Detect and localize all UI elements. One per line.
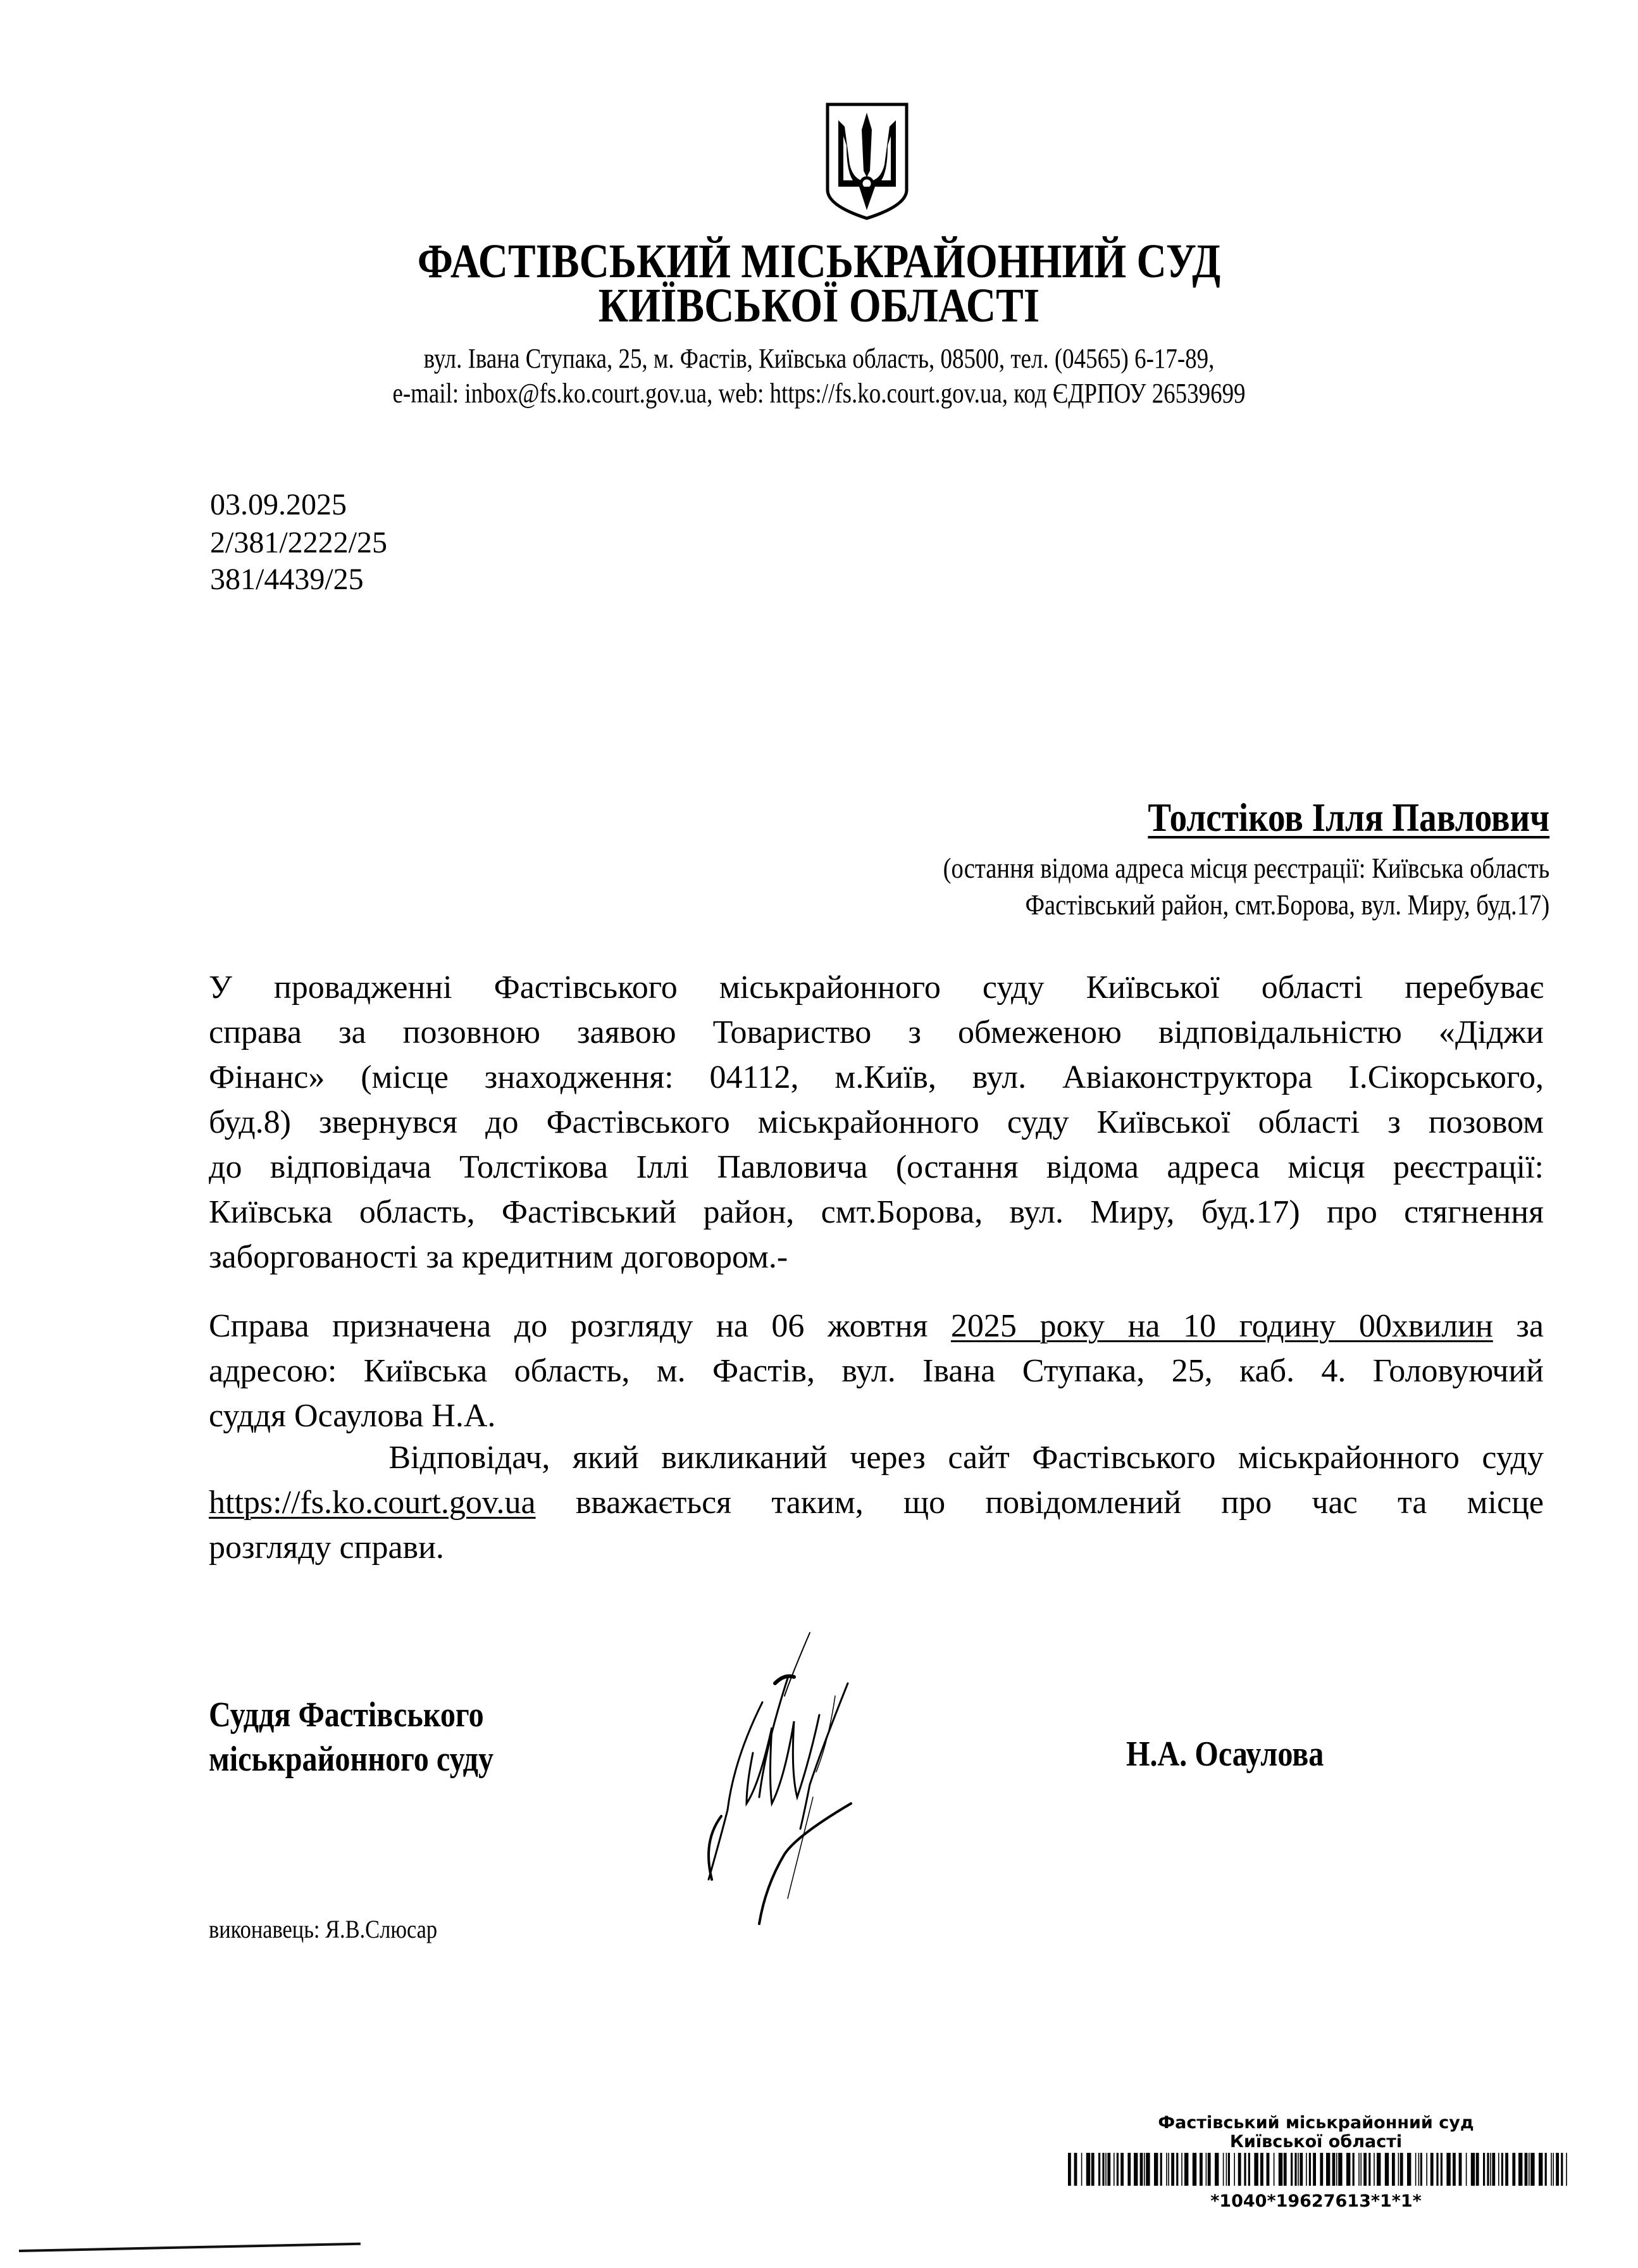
barcode-bar <box>1320 2153 1323 2186</box>
scan-artifact-line <box>19 2243 361 2252</box>
text-line: до відповідача Толстікова Іллі Павловича (остання відома адреса місця реєстрації: <box>209 1149 1544 1185</box>
barcode-bar <box>1441 2153 1443 2186</box>
barcode-bar <box>1418 2153 1420 2186</box>
barcode-bar <box>1294 2153 1296 2186</box>
barcode-bar <box>1091 2153 1095 2186</box>
barcode-bar <box>1284 2153 1287 2186</box>
barcode-bar <box>1313 2153 1316 2186</box>
barcode-bar <box>1492 2153 1495 2186</box>
barcode-bar <box>1171 2153 1174 2186</box>
barcode-bar <box>1238 2153 1241 2186</box>
barcode-bar <box>1081 2153 1083 2186</box>
barcode-bar <box>1353 2153 1355 2186</box>
barcode-bar <box>1420 2153 1422 2186</box>
coat-of-arms-icon <box>824 101 910 221</box>
barcode-bar <box>1476 2153 1479 2186</box>
stamp-court-line2: Київської області <box>1229 2132 1403 2152</box>
barcode-bar <box>1146 2153 1150 2186</box>
barcode-bar <box>1566 2153 1567 2186</box>
barcode-bar <box>1298 2153 1299 2186</box>
court-address: вул. Івана Ступака, 25, м. Фастів, Київська область, 08500, тел. (04565) 6-17-89, <box>423 343 1215 374</box>
barcode-bar <box>1398 2153 1399 2186</box>
barcode-bar <box>1226 2153 1227 2186</box>
barcode-bar <box>1326 2153 1330 2186</box>
barcode-bar <box>1556 2153 1559 2186</box>
barcode-bar <box>1377 2153 1381 2186</box>
barcode-bar <box>1228 2153 1230 2186</box>
executor-name: виконавець: Я.В.Слюсар <box>209 1915 438 1943</box>
barcode-bar <box>1274 2153 1275 2186</box>
barcode-bar <box>1300 2153 1303 2186</box>
barcode-bar <box>1309 2153 1311 2186</box>
barcode-bar <box>1166 2153 1167 2186</box>
barcode-bar <box>1498 2153 1499 2186</box>
barcode-bar <box>1392 2153 1395 2186</box>
handwritten-signature-icon <box>683 1620 860 1936</box>
barcode-bar <box>1553 2153 1554 2186</box>
barcode-bar <box>1086 2153 1090 2186</box>
registry-stamp <box>1050 2114 1620 2211</box>
barcode-bar <box>1539 2153 1542 2186</box>
text-line: суддя Осаулова Н.А. <box>209 1398 496 1434</box>
barcode-bar <box>1466 2153 1467 2186</box>
barcode-bar <box>1453 2153 1456 2186</box>
barcode-bar <box>1215 2153 1219 2186</box>
barcode-bar <box>1363 2153 1367 2186</box>
barcode-bar <box>1512 2153 1515 2186</box>
outgoing-number: 381/4439/25 <box>210 563 364 596</box>
case-number: 2/381/2222/25 <box>210 526 388 559</box>
barcode-bar <box>1206 2153 1207 2186</box>
hearing-prefix: Справа призначена до розгляду на 06 жовтня <box>209 1308 951 1344</box>
barcode-bar <box>1525 2153 1528 2186</box>
barcode-bar <box>1074 2153 1077 2186</box>
court-title-line1: ФАСТІВСЬКИЙ МІСЬКРАЙОННИЙ СУД <box>417 235 1221 288</box>
barcode-bar <box>1332 2153 1336 2186</box>
addressee-address-line1: (остання відома адреса місця реєстрації: Київська область <box>943 852 1549 884</box>
barcode-bar <box>1338 2153 1342 2186</box>
barcode-bar <box>1120 2153 1124 2186</box>
barcode-icon <box>1068 2153 1584 2186</box>
text-line: Київська область, Фастівський район, смт.Борова, вул. Миру, буд.17) про стягнення <box>209 1194 1544 1230</box>
barcode-bar <box>1200 2153 1203 2186</box>
barcode-bar <box>1374 2153 1375 2186</box>
barcode-bar <box>1244 2153 1246 2186</box>
addressee-name: Толстіков Ілля Павлович <box>1148 795 1549 840</box>
barcode-bar <box>1127 2153 1131 2186</box>
barcode-bar <box>1208 2153 1211 2186</box>
addressee-block <box>828 794 1549 923</box>
barcode-bar <box>1385 2153 1389 2186</box>
text-line: буд.8) звернувся до Фастівського міськрайонного суду Київської області з позовом <box>209 1104 1544 1140</box>
barcode-bar <box>1561 2153 1563 2186</box>
judge-name: Н.А. Осаулова <box>1126 1735 1324 1774</box>
barcode-bar <box>1490 2153 1491 2186</box>
text-line: розгляду справи. <box>209 1530 444 1566</box>
barcode-bar <box>1368 2153 1370 2186</box>
text-line <box>209 1480 1544 1525</box>
barcode-bar <box>1248 2153 1250 2186</box>
barcode-bar <box>1140 2153 1143 2186</box>
signatory-title-line2: міськрайонного суду <box>209 1740 494 1779</box>
barcode-bar <box>1459 2153 1462 2186</box>
barcode-bar <box>1471 2153 1475 2186</box>
barcode-bar <box>1306 2153 1307 2186</box>
hearing-suffix: за <box>1492 1308 1544 1344</box>
barcode-bar <box>1154 2153 1158 2186</box>
document-date: 03.09.2025 <box>210 488 347 521</box>
barcode-bar <box>1168 2153 1169 2186</box>
signatory-title-line1: Суддя Фастівського <box>209 1695 484 1735</box>
notice-text: вважається таким, що повідомлений про час та місце <box>535 1485 1544 1521</box>
barcode-bar <box>1105 2153 1107 2186</box>
barcode-bar <box>1483 2153 1485 2186</box>
barcode-bar <box>1545 2153 1547 2186</box>
barcode-bar <box>1487 2153 1489 2186</box>
barcode-bar <box>1102 2153 1104 2186</box>
barcode-bar <box>1551 2153 1552 2186</box>
stamp-court-line1: Фастівський міськрайонний суд <box>1158 2113 1474 2133</box>
barcode-bar <box>1114 2153 1115 2186</box>
barcode-bar <box>1181 2153 1182 2186</box>
barcode-bar <box>1068 2153 1071 2186</box>
stamp-court-name <box>1050 2114 1582 2152</box>
barcode-bar <box>1279 2153 1282 2186</box>
barcode-bar <box>1358 2153 1360 2186</box>
paragraph-case-description <box>209 965 1544 1280</box>
paragraph-hearing-schedule <box>209 1304 1544 1438</box>
barcode-bar <box>1291 2153 1293 2186</box>
barcode-bar <box>1267 2153 1270 2186</box>
barcode-bar <box>1223 2153 1224 2186</box>
barcode-bar <box>1336 2153 1337 2186</box>
text-line: У провадженні Фастівського міськрайонного суду Київської області перебуває <box>209 969 1544 1006</box>
barcode-bar <box>1530 2153 1534 2186</box>
barcode-bar <box>1505 2153 1508 2186</box>
text-line: Відповідач, який викликаний через сайт Фастівського міськрайонного суду <box>209 1440 1544 1476</box>
hearing-datetime: 2025 року на 10 годину 00хвилин <box>950 1308 1493 1344</box>
signatory-title <box>209 1693 493 1781</box>
barcode-bar <box>1360 2153 1362 2186</box>
barcode-bar <box>1415 2153 1417 2186</box>
paragraph-notice <box>209 1435 1544 1570</box>
barcode-bar <box>1098 2153 1100 2186</box>
barcode-bar <box>1234 2153 1235 2186</box>
text-line: справа за позовною заявою Товариство з обмеженою відповідальністю «Діджи <box>209 1014 1544 1050</box>
barcode-bar <box>1446 2153 1450 2186</box>
barcode-bar <box>1501 2153 1503 2186</box>
barcode-bar <box>1107 2153 1110 2186</box>
barcode-bar <box>1144 2153 1145 2186</box>
court-website-link[interactable]: https://fs.ko.court.gov.ua <box>209 1485 536 1521</box>
barcode-bar <box>1346 2153 1350 2186</box>
text-line <box>209 1304 1544 1349</box>
barcode-bar <box>1117 2153 1119 2186</box>
barcode-bar <box>1518 2153 1522 2186</box>
barcode-bar <box>1430 2153 1434 2186</box>
text-line: адресою: Київська область, м. Фастів, вул. Івана Ступака, 25, каб. 4. Головуючий <box>209 1353 1544 1389</box>
barcode-bar <box>1407 2153 1411 2186</box>
barcode-bar <box>1260 2153 1263 2186</box>
barcode-bar <box>1134 2153 1138 2186</box>
text-line: Фінанс» (місце знаходження: 04112, м.Київ, вул. Авіаконструктора І.Сікорського, <box>209 1059 1544 1095</box>
barcode-bar <box>1400 2153 1403 2186</box>
court-contacts: e-mail: inbox@fs.ko.court.gov.ua, web: https://fs.ko.court.gov.ua, код ЄДРПОУ 26539699 <box>392 378 1246 409</box>
addressee-address-line2: Фастівський район, смт.Борова, вул. Миру, буд.17) <box>1025 888 1549 921</box>
text-line: заборгованості за кредитним договором.- <box>209 1239 788 1275</box>
barcode-bar <box>1529 2153 1530 2186</box>
court-title-line2: КИЇВСЬКОЇ ОБЛАСТІ <box>598 279 1040 332</box>
barcode-bar <box>1176 2153 1178 2186</box>
barcode-number: *1040*19627613*1*1* <box>1210 2191 1422 2211</box>
barcode-bar <box>1426 2153 1427 2186</box>
barcode-bar <box>1254 2153 1258 2186</box>
barcode-bar <box>1184 2153 1188 2186</box>
barcode-bar <box>1160 2153 1162 2186</box>
barcode-bar <box>1193 2153 1196 2186</box>
barcode-bar <box>1436 2153 1438 2186</box>
